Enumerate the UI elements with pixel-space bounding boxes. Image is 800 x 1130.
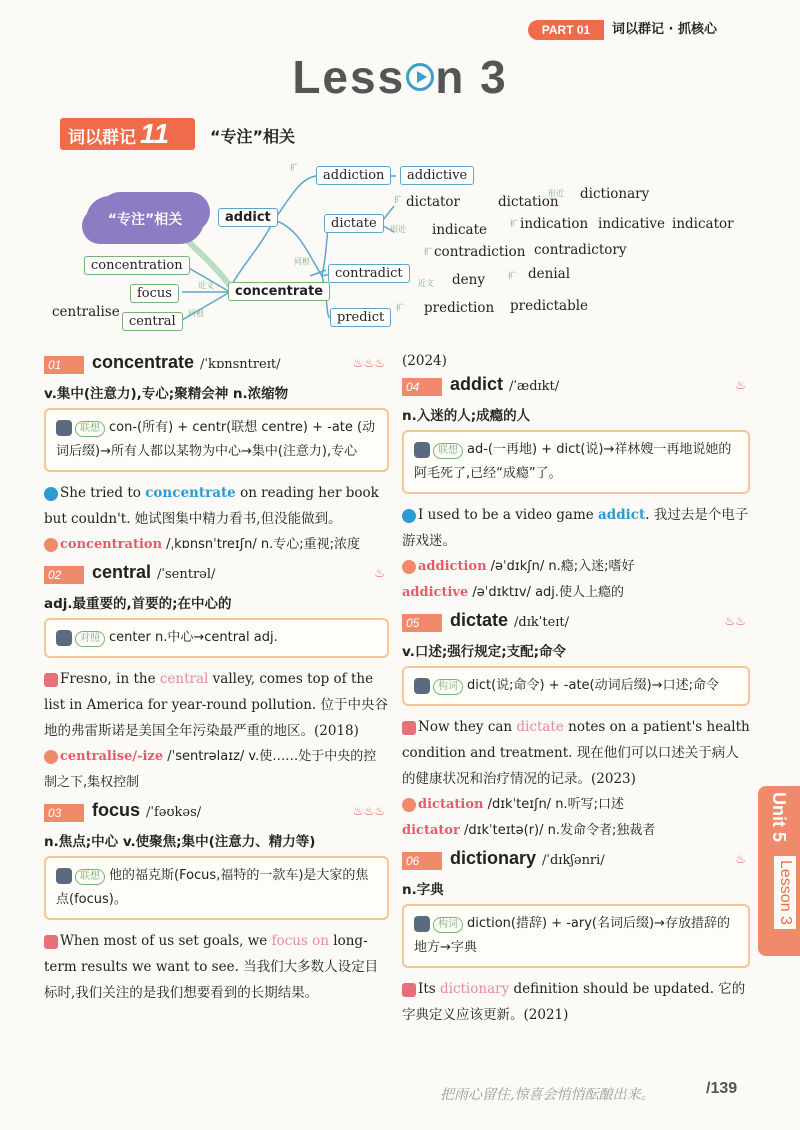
real-exam-icon	[44, 935, 58, 949]
group-label	[60, 118, 195, 150]
word-deny: deny	[452, 272, 485, 288]
group-topic: “专注”相关	[210, 127, 296, 146]
derivative-icon	[44, 538, 58, 552]
headword	[92, 800, 201, 821]
unit-side-tab[interactable]	[758, 786, 800, 956]
tag-tonggen-2: 同根	[188, 309, 204, 318]
memo-badge: 构词	[433, 679, 463, 695]
entry-concentrate	[44, 352, 389, 558]
entry-head	[44, 352, 389, 378]
word-centralise: centralise	[52, 304, 120, 320]
left-column	[44, 352, 389, 1006]
entry-number: 03	[44, 804, 84, 822]
phonetic: /ˈfəʊkəs/	[146, 805, 202, 820]
definition: v.集中(注意力),专心;聚精会神 n.浓缩物	[44, 386, 289, 402]
right-column	[402, 348, 750, 1028]
derivative-word: addiction	[418, 559, 487, 574]
entry-central	[44, 562, 389, 796]
derivative	[402, 580, 750, 606]
example	[402, 714, 750, 792]
memo-icon	[56, 630, 72, 646]
node-concentration: concentration	[84, 256, 190, 275]
tag-kuo: 扩	[290, 163, 298, 172]
derivative-def: /əˈdɪktɪv/ adj.使人上瘾的	[468, 585, 625, 600]
word-prediction: prediction	[424, 300, 495, 316]
example-post: valley, comes top of the list in America for year-round pollution. 位于中央谷地的弗雷斯诺是美国全年污染最严重的地区。(2018)	[44, 671, 388, 739]
definition: n.入迷的人;成瘾的人	[402, 408, 531, 424]
entry-addict	[402, 374, 750, 606]
derivative-word: dictator	[402, 823, 460, 838]
memo-box	[44, 618, 389, 658]
derivative	[44, 744, 389, 796]
node-focus: focus	[130, 284, 179, 303]
headword-text: concentrate	[92, 352, 195, 372]
derivative-word: centralise/-ize	[60, 749, 164, 764]
derivative-def: /ˈsentrəlaɪz/ v.使……处于中央的控制之下,集权控制	[44, 749, 377, 790]
derivative-def: /dɪkˈteɪtə(r)/ n.发命令者;独裁者	[459, 823, 656, 838]
year-note: (2024)	[402, 353, 447, 369]
derivative-word: dictation	[418, 797, 484, 812]
derivative-icon	[402, 798, 416, 812]
memo-box	[402, 430, 750, 494]
node-concentrate: concentrate	[228, 282, 330, 301]
derivative-def: /əˈdɪkʃn/ n.瘾;入迷;嗜好	[486, 559, 635, 574]
memo-box	[402, 666, 750, 706]
tag-jinyi-2: 近义	[198, 281, 214, 290]
tag-kuo-6: 扩	[396, 303, 404, 312]
headword	[92, 562, 215, 583]
memo-badge: 联想	[75, 421, 105, 437]
side-tab-unit: Unit 5	[769, 792, 789, 843]
entry-focus	[44, 800, 389, 1006]
real-exam-icon	[402, 721, 416, 735]
tag-kuo-2: 扩	[394, 195, 402, 204]
headword	[92, 352, 281, 373]
frequency-icon: ♨	[735, 852, 746, 866]
example	[44, 928, 389, 1006]
memo-text: dict(说;命令) + -ate(动词后缀)→口述;命令	[467, 678, 719, 693]
frequency-icon: ♨♨	[724, 614, 746, 628]
headword-text: central	[92, 562, 152, 582]
example-icon	[44, 487, 58, 501]
example	[402, 502, 750, 554]
phonetic: /ˈsentrəl/	[157, 567, 216, 582]
mind-map	[40, 158, 760, 338]
memo-badge: 联想	[75, 869, 105, 885]
definition: v.口述;强行规定;支配;命令	[402, 644, 567, 660]
example-post: . 我过去是个电子游戏迷。	[402, 507, 749, 549]
word-indicate: indicate	[432, 222, 487, 238]
memo-box	[44, 408, 389, 472]
topic-cloud: “专注”相关	[86, 196, 204, 244]
word-indicator: indicator	[672, 216, 734, 232]
derivative-word: addictive	[402, 585, 469, 600]
memo-text: con-(所有) + centr(联想 centre) + -ate (动词后缀)→所有人都以某物为中心→集中(注意力),专心	[56, 420, 376, 459]
example-pre: She tried to	[60, 485, 146, 501]
headword-text: focus	[92, 800, 141, 820]
example-post: long-term results we want to see. 当我们大多数人设定目标时,我们关注的是我们想要看到的长期结果。	[44, 933, 379, 1001]
memo-box	[402, 904, 750, 968]
word-dictator: dictator	[406, 194, 460, 210]
memo-text: diction(措辞) + -ary(名词后缀)→存放措辞的地方→字典	[414, 916, 730, 955]
word-indication: indication	[520, 216, 589, 232]
tag-kuo-3: 扩	[510, 219, 518, 228]
example-pre: Fresno, in the	[60, 671, 160, 687]
lesson-title-pre: Less	[292, 51, 406, 103]
phonetic: /dɪkˈteɪt/	[514, 615, 570, 630]
node-addictive: addictive	[400, 166, 474, 185]
example-pre: When most of us set goals, we	[60, 933, 272, 949]
entry-dictate	[402, 610, 750, 844]
tag-jinyi-1: 近义	[418, 279, 434, 288]
node-dictate: dictate	[324, 214, 384, 233]
node-central: central	[122, 312, 183, 331]
memo-text: ad-(一再地) + dict(说)→祥林嫂一再地说她的阿毛死了,已经“成瘾”了。	[414, 442, 732, 481]
phonetic: /ˈædɪkt/	[509, 379, 560, 394]
part-header	[528, 20, 800, 40]
memo-icon	[414, 916, 430, 932]
headword	[450, 374, 559, 395]
footer-slogan: 把雨心留住,惊喜会悄悄酝酿出来。	[440, 1087, 655, 1103]
frequency-icon: ♨	[735, 378, 746, 392]
word-dictionary: dictionary	[580, 186, 650, 202]
derivative-def: /ˌkɒnsnˈtreɪʃn/ n.专心;重视;浓度	[162, 537, 360, 552]
phonetic: /ˈkɒnsntreɪt/	[200, 357, 281, 372]
side-tab-lesson: Lesson 3	[774, 856, 796, 929]
group-number: 11	[140, 118, 170, 149]
example-keyword: focus on	[271, 933, 329, 949]
frequency-icon: ♨♨♨	[352, 804, 385, 818]
example-post: definition should be updated. 它的字典定义应该更新。(2021)	[402, 981, 746, 1023]
entry-head	[44, 800, 389, 826]
example-keyword: concentrate	[145, 485, 236, 501]
word-indicative: indicative	[598, 216, 665, 232]
example-keyword: dictate	[516, 719, 564, 735]
word-predictable: predictable	[510, 298, 589, 314]
node-contradict: contradict	[328, 264, 410, 283]
lesson-title	[0, 50, 800, 104]
entry-number: 01	[44, 356, 84, 374]
entry-number: 02	[44, 566, 84, 584]
real-exam-icon	[44, 673, 58, 687]
definition: adj.最重要的,首要的;在中心的	[44, 596, 232, 612]
tag-kuo-5: 扩	[508, 271, 516, 280]
entry-number: 05	[402, 614, 442, 632]
example-post: notes on a patient's health condition and treatment. 现在他们可以口述关于病人的健康状况和治疗情况的记录。(2023)	[402, 719, 750, 787]
lesson-title-post: n 3	[435, 51, 508, 103]
memo-icon	[414, 678, 430, 694]
memo-icon	[56, 868, 72, 884]
headword	[450, 610, 569, 631]
node-addiction: addiction	[316, 166, 391, 185]
page-number: /139	[706, 1080, 738, 1097]
word-denial: denial	[528, 266, 571, 282]
entry-number: 04	[402, 378, 442, 396]
example-post: on reading her book but couldn't. 她试图集中精力看书,但没能做到。	[44, 485, 379, 527]
node-addict: addict	[218, 208, 278, 227]
derivative	[44, 532, 389, 558]
tag-kuo-4: 扩	[424, 247, 432, 256]
memo-text: center n.中心→central adj.	[109, 630, 278, 645]
example-keyword: dictionary	[439, 981, 510, 997]
tag-tonggen-1: 同根	[294, 257, 310, 266]
memo-badge: 对照	[75, 631, 105, 647]
part-badge: PART 01	[528, 20, 604, 40]
node-predict: predict	[330, 308, 391, 327]
real-exam-icon	[402, 983, 416, 997]
derivative-def: /dɪkˈteɪʃn/ n.听写;口述	[483, 797, 624, 812]
phonetic: /ˈdɪkʃənri/	[542, 853, 605, 868]
memo-badge: 联想	[433, 443, 463, 459]
definition: n.焦点;中心 v.使聚焦;集中(注意力、精力等)	[44, 834, 316, 850]
derivative	[402, 554, 750, 580]
derivative-icon	[44, 750, 58, 764]
example-keyword: central	[159, 671, 209, 687]
entry-head	[44, 562, 389, 588]
example-pre: I used to be a video game	[418, 507, 599, 523]
memo-badge: 构词	[433, 917, 463, 933]
tag-xingjin-1: 形近	[548, 189, 564, 198]
play-icon[interactable]	[406, 63, 434, 91]
example-pre: Its	[418, 981, 440, 997]
part-title: 词以群记 · 抓核心	[612, 22, 717, 37]
headword	[450, 848, 605, 869]
definition: n.字典	[402, 882, 444, 898]
derivative	[402, 818, 750, 844]
word-dictation: dictation	[498, 194, 559, 210]
memo-box	[44, 856, 389, 920]
tag-xingjin-2: 形近	[390, 225, 406, 234]
example	[44, 666, 389, 744]
entry-number: 06	[402, 852, 442, 870]
headword-text: addict	[450, 374, 504, 394]
derivative-icon	[402, 560, 416, 574]
memo-icon	[56, 420, 72, 436]
word-contradictory: contradictory	[534, 242, 627, 258]
entry-dictionary	[402, 848, 750, 1028]
memo-icon	[414, 442, 430, 458]
frequency-icon: ♨♨♨	[352, 356, 385, 370]
headword-text: dictionary	[450, 848, 537, 868]
entry-head	[402, 610, 750, 636]
entry-head	[402, 374, 750, 400]
example	[402, 976, 750, 1028]
memo-text: 他的福克斯(Focus,福特的一款车)是大家的焦点(focus)。	[56, 868, 369, 907]
example-icon	[402, 509, 416, 523]
group-label-text: 词以群记	[68, 128, 136, 148]
headword-text: dictate	[450, 610, 509, 630]
example-keyword: addict	[598, 507, 646, 523]
word-contradiction: contradiction	[434, 244, 526, 260]
derivative-word: concentration	[60, 537, 163, 552]
example	[44, 480, 389, 532]
frequency-icon: ♨	[374, 566, 385, 580]
example-pre: Now they can	[418, 719, 517, 735]
entry-head	[402, 848, 750, 874]
derivative	[402, 792, 750, 818]
